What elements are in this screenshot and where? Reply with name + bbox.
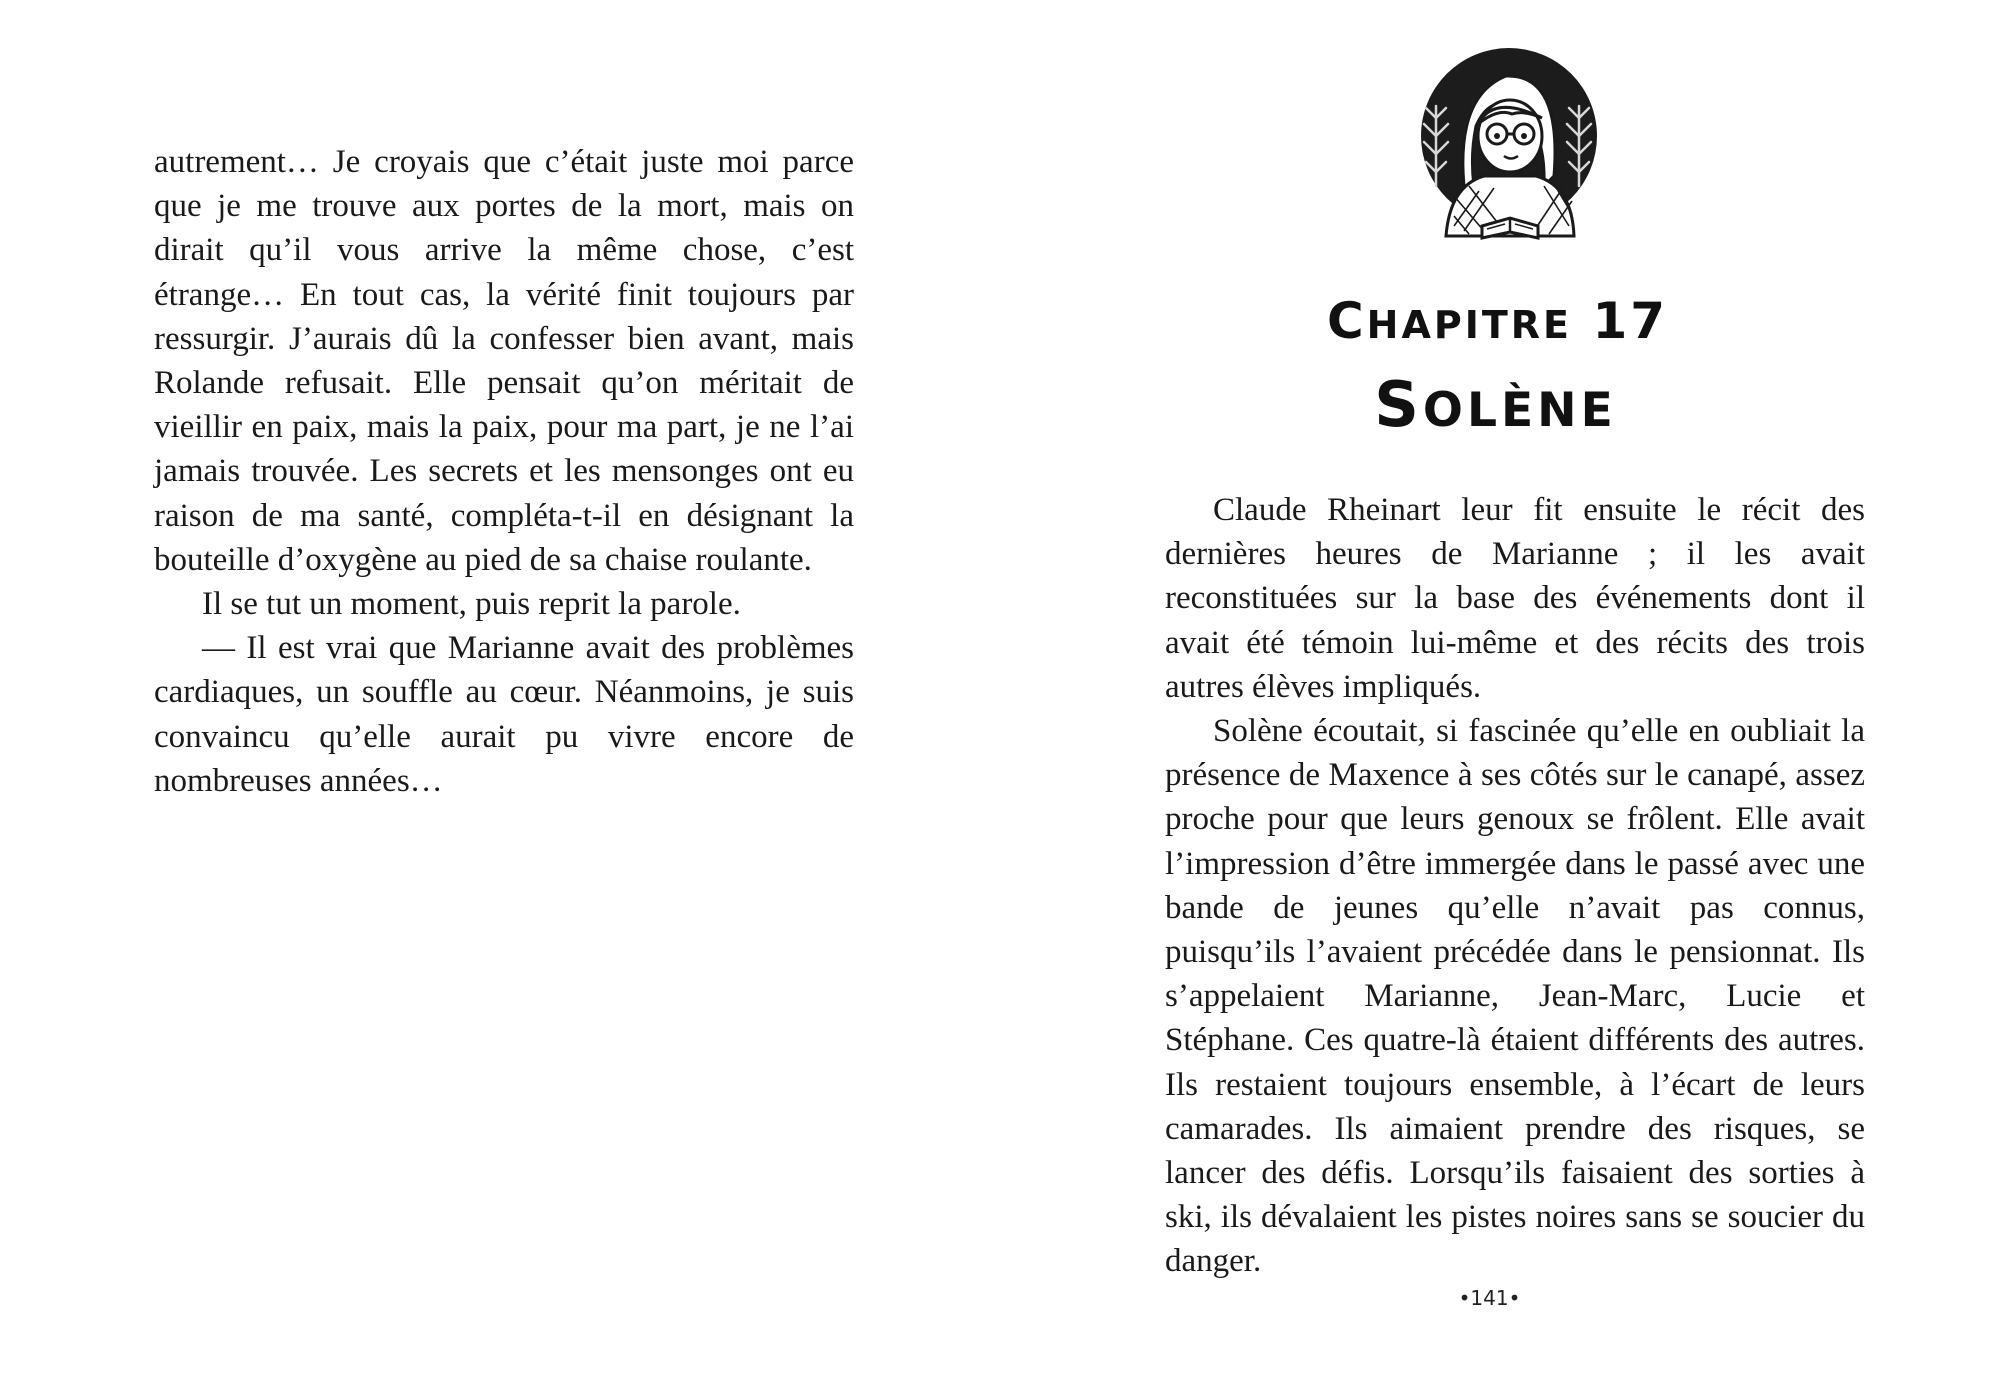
chapter-label-rest: HAPITRE [1366,303,1573,347]
chapter-title [995,368,1996,441]
chapter-number: 17 [1592,292,1669,350]
page-number-dot-right: • [1508,1286,1521,1310]
left-page-text [154,140,854,803]
page-number [989,1286,1990,1310]
left-paragraph-3: — Il est vrai que Marianne avait des problèmes cardiaques, un souffle au cœur. Néanmoins, je suis convaincu qu’elle aurait pu vivre encore de nombreuses années… [154,630,854,799]
chapter-label-initial: C [1326,292,1367,350]
chapter-title-initial: S [1374,368,1423,441]
chapter-number-heading [997,292,1998,350]
chapter-title-rest: OLÈNE [1422,383,1617,438]
left-paragraph-1: autrement… Je croyais que c’était juste moi parce que je me trouve aux portes de la mort, mais on dirait qu’il vous arrive la même chose, c’est étrange… En tout cas, la vérité finit toujours par ressurgir. J’aurais dû la confesser bien avant, mais Rolande refusait. Elle pensait qu’on méritait de vieillir en paix, mais la paix, pour ma part, je ne l’ai jamais trouvée. Les secrets et les mensonges ont eu raison de ma santé, compléta-t-il en désignant la bouteille d’oxygène au pied de sa chaise roulante. [154,144,854,578]
girl-reading-book-illustration [1394,36,1624,266]
right-paragraph-2: Solène écoutait, si fascinée qu’elle en oubliait la présence de Maxence à ses côtés sur le canapé, assez proche pour que leurs genoux se frôlent. Elle avait l’impression d’être immergée dans le passé avec une bande de jeunes qu’elle n’avait pas connus, puisqu’ils l’avaient précédée dans le pensionnat. Ils s’appelaient Marianne, Jean-Marc, Lucie et Stéphane. Ces quatre-là étaient différents des autres. Ils restaient toujours ensemble, à l’écart de leurs camarades. Ils aimaient prendre des risques, se lancer des défis. Lorsqu’ils faisaient des sorties à ski, ils dévalaient les pistes noires sans se soucier du danger. [1165,713,1865,1280]
right-page [1001,0,2002,1400]
right-page-text [1165,488,1865,1284]
right-paragraph-1: Claude Rheinart leur fit ensuite le récit des dernières heures de Marianne ; il les avait reconstituées sur la base des événements dont il avait été témoin lui-même et des récits des trois autres élèves impliqués. [1165,492,1865,705]
left-paragraph-2: Il se tut un moment, puis reprit la parole. [202,586,741,623]
page-number-value: 141 [1470,1286,1509,1310]
page-number-dot-left: • [1458,1286,1471,1310]
